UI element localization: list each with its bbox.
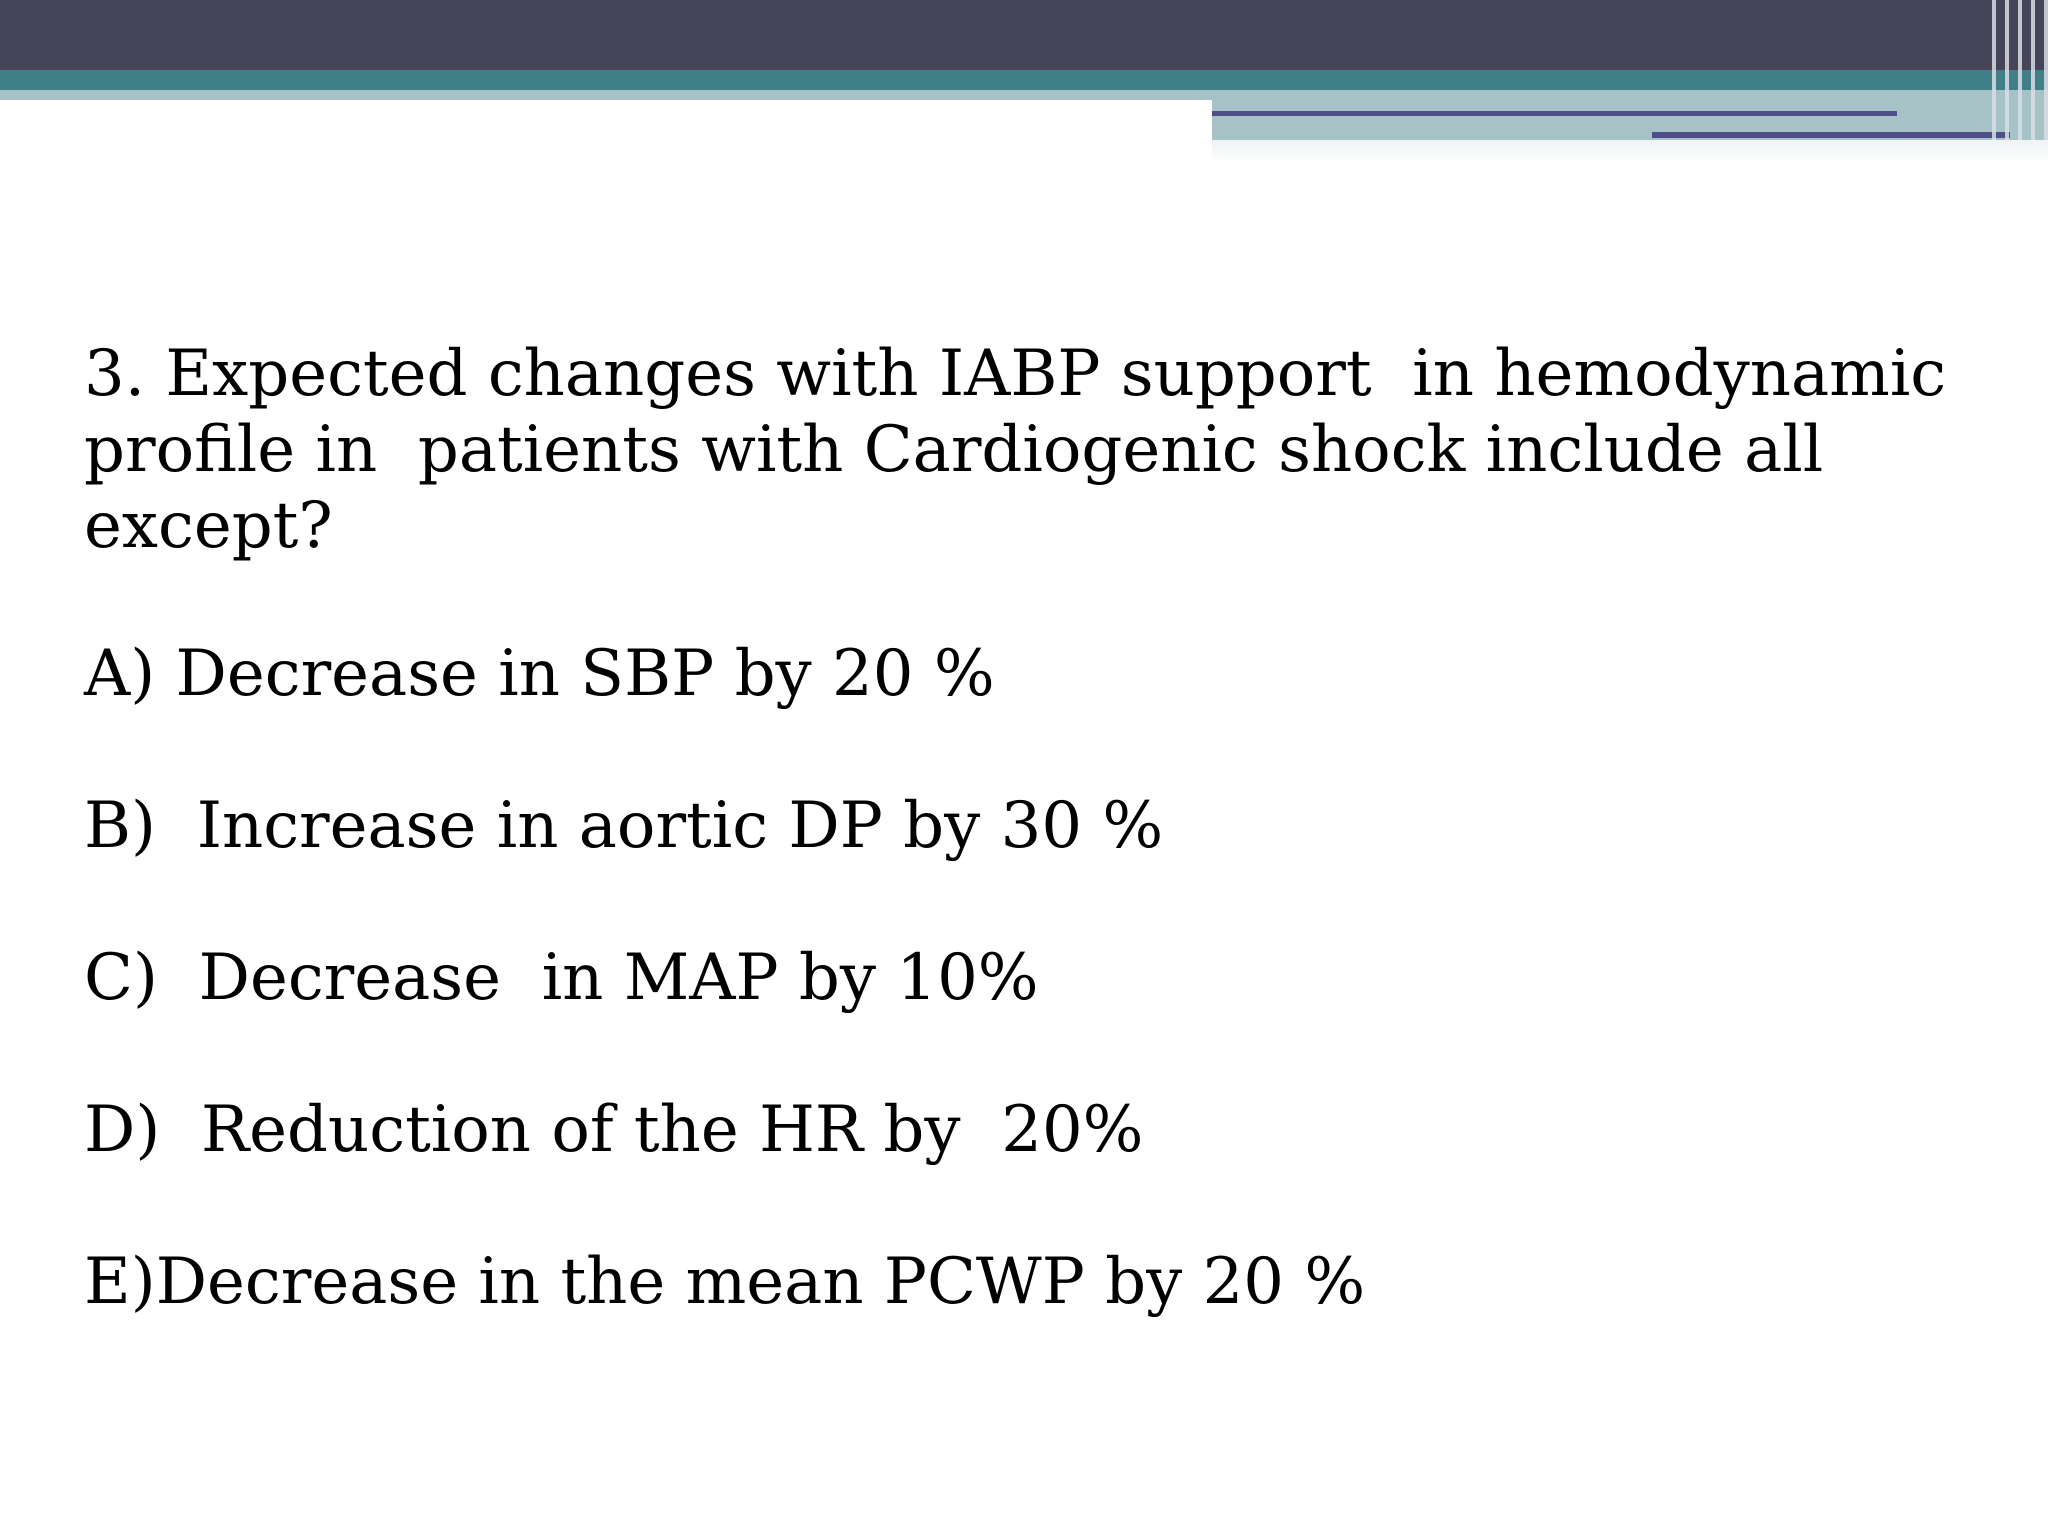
option-d: D) Reduction of the HR by 20% [84,1093,1144,1167]
header-accent-line-lower [1652,132,2010,138]
vertical-bar [2005,0,2009,140]
option-e: E)Decrease in the mean PCWP by 20 % [84,1245,1366,1319]
question-text: 3. Expected changes with IABP support in hemodynamic profile in patients with Cardiogenic shock include all except? [84,337,1967,563]
option-b: B) Increase in aortic DP by 30 % [84,789,1164,863]
header-dark-band [0,0,2048,70]
header-accent-line-upper [1212,111,1897,116]
answer-options [84,636,1365,1320]
header-fade [1212,140,2048,164]
header-vertical-bars [1992,0,2048,140]
vertical-bar [2018,0,2022,140]
option-a: A) Decrease in SBP by 20 % [84,637,995,711]
vertical-bar [1992,0,1996,140]
header-light-band-left [0,90,1212,100]
vertical-bar [2044,0,2048,140]
vertical-bar [2031,0,2035,140]
header-teal-band [0,70,2048,90]
option-c: C) Decrease in MAP by 10% [84,941,1039,1015]
